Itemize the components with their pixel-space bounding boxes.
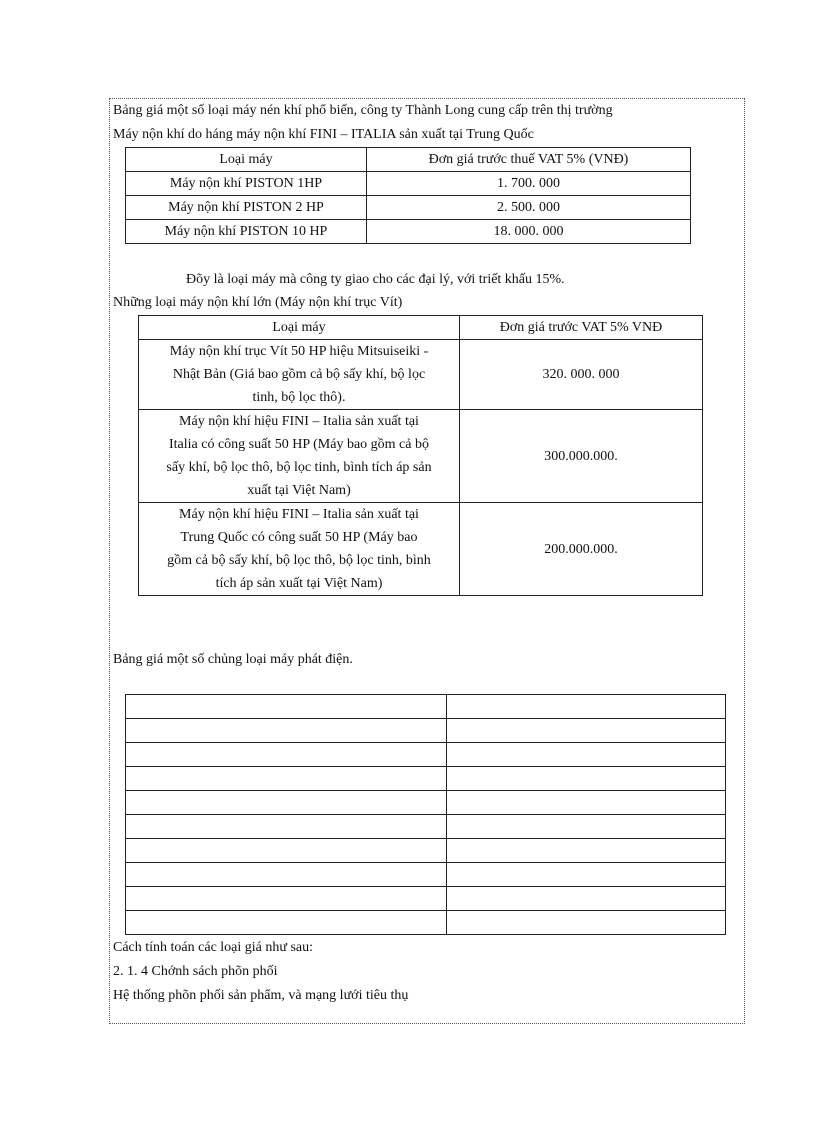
machine-price: 300.000.000. xyxy=(460,410,703,503)
machine-description xyxy=(139,410,460,503)
table-row xyxy=(126,911,726,935)
description-line: Máy nộn khí hiệu FINI – Italia sản xuất tại xyxy=(179,414,419,429)
description-line: Trung Quốc có công suất 50 HP (Máy bao xyxy=(180,530,418,545)
empty-cell xyxy=(447,791,726,815)
outro-line-3: Hệ thống phõn phối sản phẩm, và mạng lưới tiêu thụ xyxy=(113,988,409,1003)
description-line: Máy nộn khí trục Vít 50 HP hiệu Mitsuiseiki - xyxy=(169,344,429,359)
machine-price: 1. 700. 000 xyxy=(367,172,691,196)
table-row xyxy=(126,695,726,719)
empty-cell xyxy=(126,863,447,887)
empty-cell xyxy=(447,911,726,935)
table-row xyxy=(126,719,726,743)
intro-line-1: Bảng giá một số loại máy nén khí phổ biến, công ty Thành Long cung cấp trên thị trường xyxy=(113,103,613,118)
table-row xyxy=(126,791,726,815)
screw-compressor-table xyxy=(138,315,703,596)
description-line: sấy khí, bộ lọc thô, bộ lọc tinh, bình tích áp sản xyxy=(166,460,432,475)
generator-price-table xyxy=(125,694,726,935)
table-row xyxy=(139,340,703,410)
empty-cell xyxy=(447,887,726,911)
outro-line-1: Cách tính toán các loại giá như sau: xyxy=(113,940,314,955)
empty-cell xyxy=(126,695,447,719)
empty-cell xyxy=(126,911,447,935)
description-line: tích áp sản xuất tại Việt Nam) xyxy=(215,576,383,591)
empty-cell xyxy=(126,719,447,743)
description-line: tinh, bộ lọc thô). xyxy=(252,390,346,405)
description-line: Máy nộn khí hiệu FINI – Italia sản xuất tại xyxy=(179,507,419,522)
machine-description xyxy=(139,340,460,410)
table-row xyxy=(126,767,726,791)
empty-cell xyxy=(447,863,726,887)
empty-cell xyxy=(126,815,447,839)
machine-price: 320. 000. 000 xyxy=(460,340,703,410)
column-header-price: Đơn giá trước VAT 5% VNĐ xyxy=(460,316,703,340)
machine-name: Máy nộn khí PISTON 1HP xyxy=(126,172,367,196)
machine-price: 200.000.000. xyxy=(460,503,703,596)
empty-cell xyxy=(447,767,726,791)
column-header-price: Đơn giá trước thuế VAT 5% (VNĐ) xyxy=(367,148,691,172)
section-3-title: Bảng giá một số chủng loại máy phát điện. xyxy=(113,652,353,667)
description-line: Italia có công suất 50 HP (Máy bao gồm cả bộ xyxy=(169,437,429,452)
table-row xyxy=(139,503,703,596)
description-line: xuất tại Việt Nam) xyxy=(247,483,351,498)
machine-price: 2. 500. 000 xyxy=(367,196,691,220)
table-row xyxy=(126,196,691,220)
table-row xyxy=(126,220,691,244)
empty-cell xyxy=(126,839,447,863)
table-row xyxy=(126,839,726,863)
machine-name: Máy nộn khí PISTON 2 HP xyxy=(126,196,367,220)
empty-cell xyxy=(447,719,726,743)
discount-note: Đõy là loại máy mà công ty giao cho các đại lý, với triết khấu 15%. xyxy=(186,272,565,287)
table-header-row xyxy=(139,316,703,340)
column-header-type: Loại máy xyxy=(139,316,460,340)
table-row xyxy=(126,815,726,839)
section-heading-distribution: 2. 1. 4 Chớnh sách phõn phối xyxy=(113,964,278,979)
compressor-price-table xyxy=(125,147,691,244)
column-header-type: Loại máy xyxy=(126,148,367,172)
empty-cell xyxy=(447,695,726,719)
machine-price: 18. 000. 000 xyxy=(367,220,691,244)
empty-cell xyxy=(126,887,447,911)
description-line: Nhật Bản (Giá bao gồm cả bộ sấy khí, bộ lọc xyxy=(172,367,426,382)
empty-cell xyxy=(447,815,726,839)
description-line: gồm cả bộ sấy khí, bộ lọc thô, bộ lọc tinh, bình xyxy=(167,553,431,568)
table-row xyxy=(126,743,726,767)
empty-cell xyxy=(126,767,447,791)
empty-cell xyxy=(447,743,726,767)
table-row xyxy=(139,410,703,503)
intro-line-2: Máy nộn khí do háng máy nộn khí FINI – ITALIA sản xuất tại Trung Quốc xyxy=(113,127,534,142)
table-row xyxy=(126,172,691,196)
table-row xyxy=(126,863,726,887)
empty-cell xyxy=(126,743,447,767)
machine-description xyxy=(139,503,460,596)
table-header-row xyxy=(126,148,691,172)
empty-cell xyxy=(126,791,447,815)
empty-cell xyxy=(447,839,726,863)
section-2-title: Những loại máy nộn khí lớn (Máy nộn khí trục Vít) xyxy=(113,295,403,310)
machine-name: Máy nộn khí PISTON 10 HP xyxy=(126,220,367,244)
table-row xyxy=(126,887,726,911)
